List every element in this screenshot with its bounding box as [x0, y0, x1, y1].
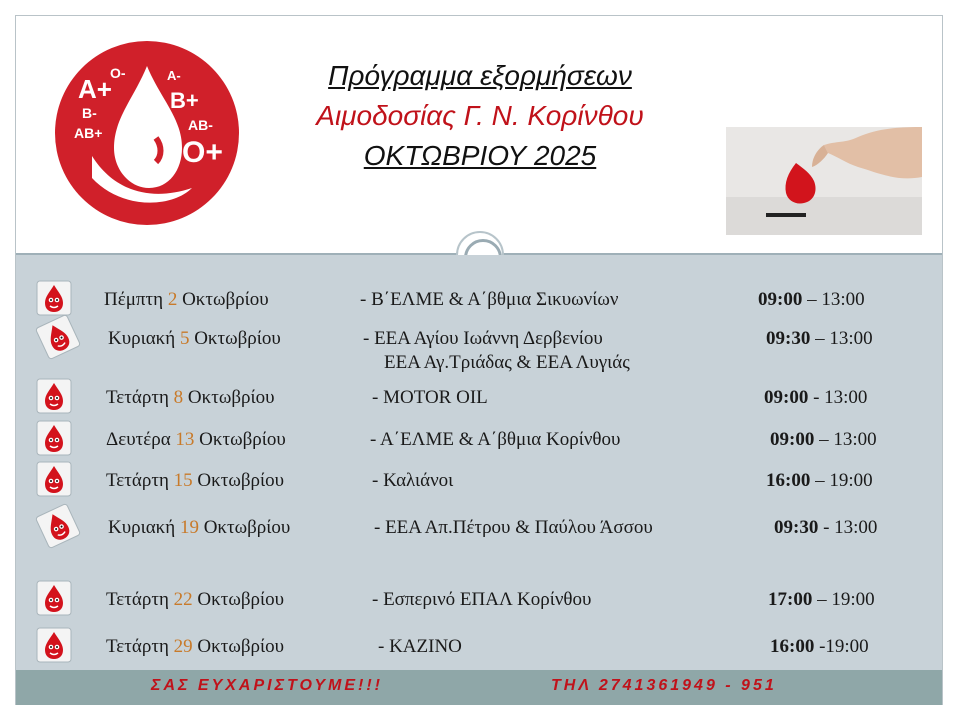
footer-phone: ΤΗΛ 2741361949 - 951	[551, 677, 777, 694]
schedule-row	[0, 585, 926, 615]
schedule-date	[108, 328, 281, 350]
day-name: Κυριακή	[108, 328, 180, 349]
month-name: Οκτωβρίου	[194, 429, 286, 450]
schedule-row	[0, 513, 926, 543]
schedule-location: - Καλιάνοι	[372, 470, 454, 491]
end-time: – 13:00	[802, 289, 865, 310]
day-number: 5	[179, 328, 190, 349]
blood-donation-logo	[52, 38, 242, 228]
day-name: Τετάρτη	[106, 589, 174, 610]
footer-thanks: ΣΑΣ ΕΥΧΑΡΙΣΤΟΥΜΕ!!!	[151, 677, 383, 694]
month-name: Οκτωβρίου	[192, 470, 285, 491]
title-line-1: Πρόγραμμα εξορμήσεων	[328, 60, 632, 91]
start-time: 09:00	[758, 289, 803, 310]
day-number: 8	[173, 387, 184, 408]
schedule-location: - Β΄ΕΛΜΕ & Α΄βθμια Σικυωνίων	[360, 289, 619, 310]
schedule-time	[770, 429, 877, 451]
footer-bar	[16, 670, 942, 705]
day-name: Πέμπτη	[104, 289, 168, 310]
schedule-time	[770, 636, 869, 658]
schedule-location: - Εσπερινό ΕΠΑΛ Κορίνθου	[372, 589, 592, 610]
schedule-location: - MOTOR OIL	[372, 387, 488, 408]
end-time: -19:00	[814, 636, 869, 657]
logo-label: O-	[110, 65, 126, 81]
schedule-location: - ΚΑΖΙΝΟ	[378, 636, 462, 657]
day-number: 19	[179, 517, 199, 538]
title-line-3: ΟΚΤΩΒΡΙΟΥ 2025	[363, 140, 597, 171]
schedule-row	[0, 632, 926, 662]
schedule-date	[106, 636, 284, 658]
start-time: 16:00	[770, 636, 815, 657]
schedule-row	[0, 285, 926, 315]
schedule-time	[758, 289, 865, 311]
page-title	[250, 56, 710, 176]
logo-label: AB-	[188, 117, 213, 133]
blood-drop-mascot-icon	[36, 461, 72, 497]
day-number: 29	[173, 636, 193, 657]
day-name: Τετάρτη	[106, 636, 174, 657]
logo-label: B-	[82, 105, 97, 121]
start-time: 09:30	[766, 328, 811, 349]
end-time: – 19:00	[810, 470, 873, 491]
logo-label: AB+	[74, 125, 103, 141]
month-name: Οκτωβρίου	[192, 589, 285, 610]
schedule-date	[106, 387, 275, 409]
day-name: Τετάρτη	[106, 470, 174, 491]
logo-label: A-	[167, 68, 181, 83]
start-time: 16:00	[766, 470, 811, 491]
day-number: 22	[173, 589, 193, 610]
day-name: Δευτέρα	[106, 429, 176, 450]
month-name: Οκτωβρίου	[183, 387, 275, 408]
month-name: Οκτωβρίου	[189, 328, 281, 349]
month-name: Οκτωβρίου	[198, 517, 291, 538]
day-number: 13	[175, 429, 195, 450]
schedule-location: - Α΄ΕΛΜΕ & Α΄βθμια Κορίνθου	[370, 429, 621, 450]
blood-drop-mascot-icon	[36, 627, 72, 663]
blood-drop-mascot-icon	[36, 420, 72, 456]
schedule-row-extra-place: ΕΕΑ Αγ.Τριάδας & ΕΕΑ Λυγιάς	[384, 352, 630, 373]
schedule-time	[766, 328, 873, 350]
day-name: Κυριακή	[108, 517, 180, 538]
schedule-time	[764, 387, 867, 409]
schedule-location: - ΕΕΑ Απ.Πέτρου & Παύλου Άσσου	[374, 517, 653, 538]
schedule-row	[0, 425, 926, 455]
schedule-date	[106, 470, 284, 492]
blood-drop-mascot-icon	[36, 280, 72, 316]
blood-drop-mascot-icon	[36, 580, 72, 616]
logo-label: A+	[78, 74, 112, 104]
schedule-date	[108, 517, 290, 539]
start-time: 17:00	[768, 589, 813, 610]
schedule-row	[0, 324, 926, 354]
schedule-date	[106, 429, 286, 451]
schedule-date	[106, 589, 284, 611]
blood-drop-mascot-icon	[36, 378, 72, 414]
day-number: 15	[173, 470, 193, 491]
schedule-date	[104, 289, 269, 311]
end-time: - 13:00	[808, 387, 868, 408]
logo-label: B+	[170, 88, 199, 113]
day-number: 2	[167, 289, 178, 310]
title-line-2: Αιμοδοσίας Γ. Ν. Κορίνθου	[316, 100, 644, 131]
day-name: Τετάρτη	[106, 387, 174, 408]
month-name: Οκτωβρίου	[192, 636, 285, 657]
schedule-time	[768, 589, 875, 611]
month-name: Οκτωβρίου	[177, 289, 269, 310]
start-time: 09:30	[774, 517, 819, 538]
schedule-row	[0, 466, 926, 496]
logo-label: O+	[182, 136, 223, 169]
end-time: – 13:00	[814, 429, 877, 450]
schedule-location: - ΕΕΑ Αγίου Ιωάννη Δερβενίου	[363, 328, 603, 349]
schedule-time	[774, 517, 877, 539]
start-time: 09:00	[764, 387, 809, 408]
end-time: - 13:00	[818, 517, 878, 538]
end-time: – 19:00	[812, 589, 875, 610]
start-time: 09:00	[770, 429, 815, 450]
end-time: – 13:00	[810, 328, 873, 349]
schedule-time	[766, 470, 873, 492]
hand-voting-blood-drop-photo	[726, 127, 922, 235]
schedule-row	[0, 383, 926, 413]
